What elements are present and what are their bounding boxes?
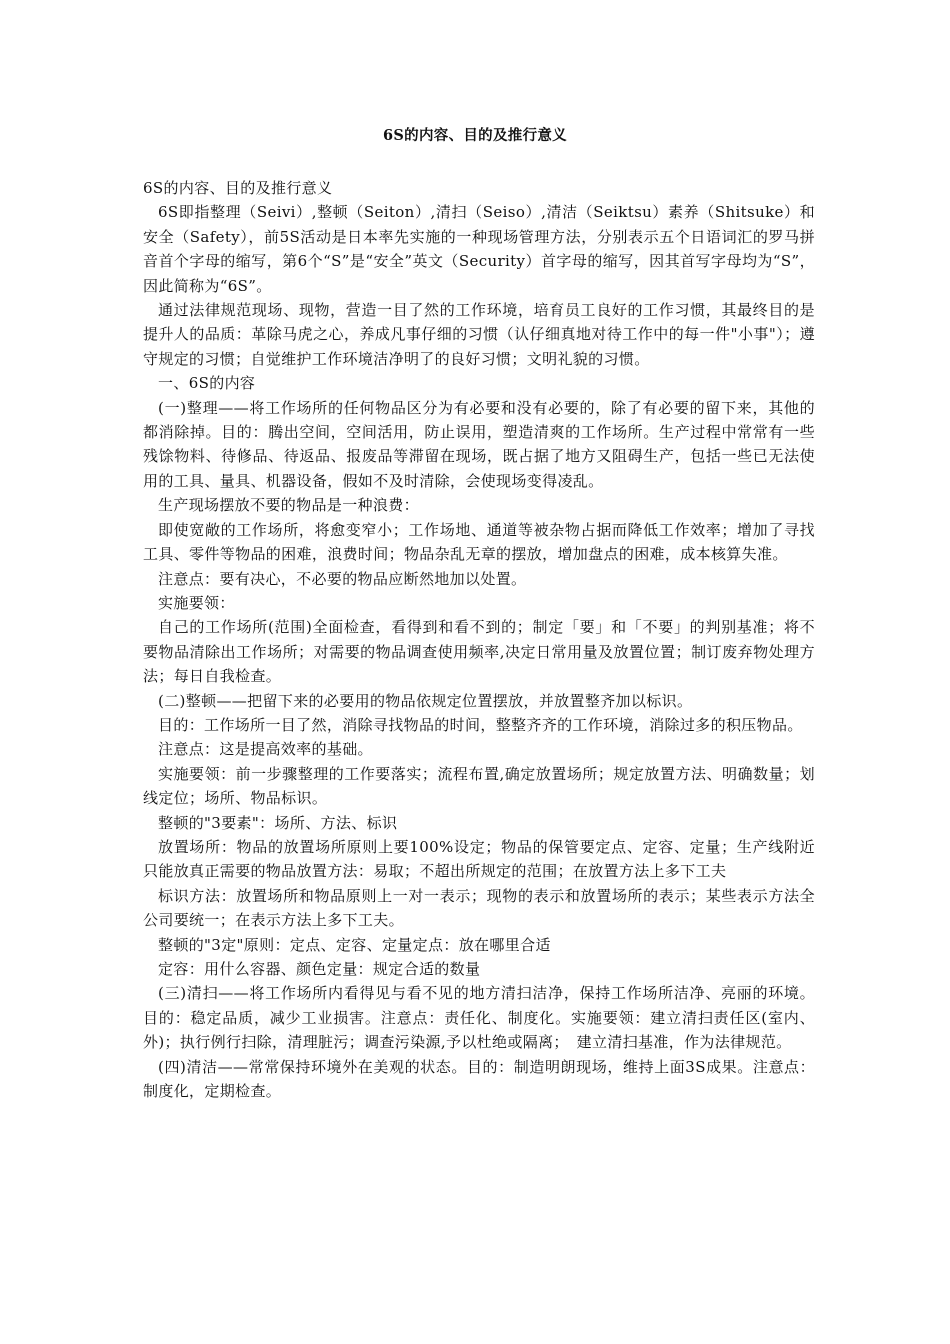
paragraph-seiso: (三)清扫——将工作场所内看得见与看不见的地方清扫洁净，保持工作场所洁净、亮丽的环境。目的：稳定品质，减少工业损害。注意点：责任化、制度化。实施要领：建立清扫责任区(室内、外)；执行例行扫除，清理脏污；调查污染源,予以杜绝或隔离； 建立清扫基准，作为法律规范。 [143,984,815,1052]
paragraph-seiri-note: 注意点：要有决心，不必要的物品应断然地加以处置。 [158,569,527,588]
paragraph-6s-purpose: 通过法律规范现场、现物，营造一目了然的工作环境，培育员工良好的工作习惯，其最终目的是提升人的品质：革除马虎之心，养成凡事仔细的习惯（认仔细真地对待工作中的每一件"小事"）；遵守规定的习惯；自觉维护工作环境洁净明了的良好习惯；文明礼貌的习惯。 [143,301,815,368]
paragraph-seiton-note: 注意点：这是提高效率的基础。 [158,740,373,759]
paragraph-seiton-essentials: 实施要领：前一步骤整理的工作要落实；流程布置,确定放置场所；规定放置方法、明确数量；划线定位；场所、物品标识。 [143,764,815,808]
paragraph-waste-detail: 即使宽敞的工作场所，将愈变窄小；工作场地、通道等被杂物占据而降低工作效率；增加了寻找工具、零件等物品的困难，浪费时间；物品杂乱无章的摆放，增加盘点的困难，成本核算失准。 [143,520,815,564]
paragraph-seiri-essentials: 自己的工作场所(范围)全面检查，看得到和看不到的；制定「要」和「不要」的判别基准；将不要物品清除出工作场所；对需要的物品调查使用频率,决定日常用量及放置位置；制订废弃物处理方法；每日自我检查。 [143,618,815,686]
paragraph-seiton-purpose: 目的：工作场所一目了然，消除寻找物品的时间，整整齐齐的工作环境，消除过多的积压物品。 [158,715,803,734]
paragraph-placement: 放置场所：物品的放置场所原则上要100%设定；物品的保管要定点、定容、定量；生产线附近只能放真正需要的物品放置方法：易取；不超出所规定的范围；在放置方法上多下工夫 [143,837,815,881]
paragraph-seiton: (二)整顿——把留下来的必要用的物品依规定位置摆放，并放置整齐加以标识。 [158,691,693,710]
paragraph-seiton-3-elements: 整顿的"3要素"：场所、方法、标识 [158,813,398,832]
section-heading-6s-content: 一、6S的内容 [158,374,256,393]
paragraph-fixed-container: 定容：用什么容器、颜色定量：规定合适的数量 [158,960,481,978]
paragraph-seiketsu: (四)清洁——常常保持环境外在美观的状态。目的：制造明朗现场，维持上面3S成果。注意点：制度化，定期检查。 [143,1057,815,1101]
paragraph-6s-definition: 6S即指整理（Seivi）,整顿（Seiton）,清扫（Seiso）,清洁（Seiktsu）素养（Shitsuke）和安全（Safety），前5S活动是日本率先实施的一种现场管理方法，分别表示五个日语词汇的罗马拼音首个字母的缩写，第6个“S”是“安全”英文（Security）首字母的缩写，因其首写字母均为“S”，因此简称为“6S”。 [143,203,815,295]
paragraph-3-fixed-principles: 整顿的"3定"原则：定点、定容、定量定点：放在哪里合适 [158,935,551,954]
paragraph-seiri: (一)整理——将工作场所的任何物品区分为有必要和没有必要的，除了有必要的留下来，其他的都消除掉。目的：腾出空间，空间活用，防止误用，塑造清爽的工作场所。生产过程中常常有一些残馀物料、待修品、待返品、报废品等滞留在现场，既占据了地方又阻碍生产，包括一些已无法使用的工具、量具、机器设备，假如不及时清除，会使现场变得凌乱。 [143,398,815,490]
paragraph-labeling: 标识方法：放置场所和物品原则上一对一表示；现物的表示和放置场所的表示；某些表示方法全公司要统一；在表示方法上多下工夫。 [143,886,815,930]
paragraph-seiri-essentials-label: 实施要领： [158,593,235,612]
document-title: 6S的内容、目的及推行意义 [383,127,567,144]
paragraph-heading: 6S的内容、目的及推行意义 [143,179,333,197]
document-body [143,176,815,1103]
paragraph-waste-intro: 生产现场摆放不要的物品是一种浪费： [158,496,419,515]
